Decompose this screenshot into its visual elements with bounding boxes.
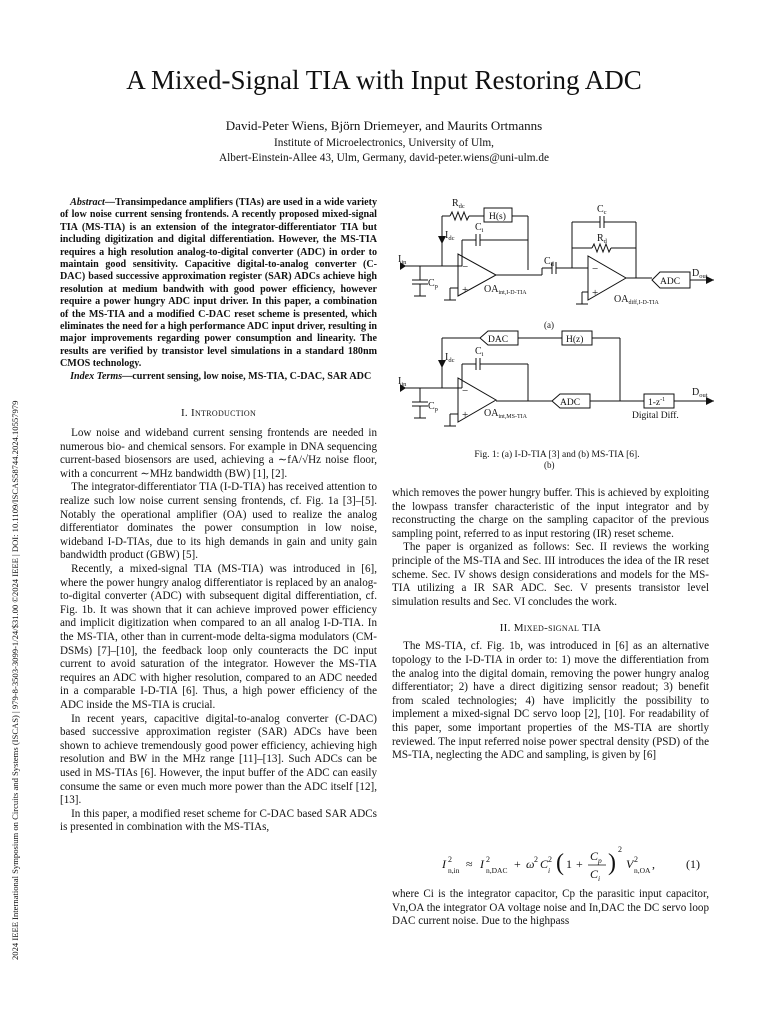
label-iin-a: $I_{in}$ [398,254,407,266]
equation-1 [438,840,712,886]
label-hs: H(s) [489,212,506,222]
svg-text:): ) [608,850,616,876]
svg-text:C: C [590,849,599,863]
svg-text:≈: ≈ [466,857,473,871]
svg-text:+: + [576,857,583,871]
index-terms-label: Index Terms [70,370,123,382]
affiliation-line-2: Albert-Einstein-Allee 43, Ulm, Germany, david-peter.wiens@uni-ulm.de [219,152,549,164]
label-adc-b: ADC [560,398,581,408]
label-oa-int-idtia: $OA_{int,I-D-TIA}$ [484,284,527,296]
right-paragraph-1: which removes the power hungry buffer. This is achieved by exploiting the lowpass transfer characteristic of the input integrator and by reconstructing the charge on the sampling capacitor of the previous sampling point, referred to as input restoring (IR) reset scheme. [392,487,709,540]
label-cp-b: $C_p$ [428,401,438,413]
svg-text:,: , [652,857,655,871]
svg-text:ω: ω [526,857,535,871]
abstract-label: Abstract [70,197,105,208]
label-dout-a: $D_{out}$ [692,268,708,280]
figure-label-a: (a) [544,320,554,330]
svg-text:2: 2 [448,855,452,864]
svg-text:V: V [626,857,634,871]
figure-label-b: (b) [544,460,555,470]
label-cd: $C_d$ [544,256,554,268]
label-dout-b: $D_{out}$ [692,387,708,399]
label-cp-a: $C_p$ [428,278,438,290]
svg-text:n,OA: n,OA [634,866,651,875]
index-terms-text: —current sensing, low noise, MS-TIA, C-DAC, SAR ADC [122,370,372,382]
equation-number: (1) [686,857,700,871]
right-paragraph-2: The paper is organized as follows: Sec. II reviews the working principle of the MS-TIA and Sec. III introduces the idea of the IR reset scheme. Sec. IV shows design considerations and models for the MS-TIA utilizing a IR SAR ADC. Sec. V presents transistor level simulation results and Sec. VI concludes the work. [392,541,709,608]
label-dac: DAC [488,335,509,345]
label-hz: H(z) [566,335,584,345]
label-idc-a: $I_{dc}$ [445,230,455,242]
figure-1-caption: Fig. 1: (a) I-D-TIA [3] and (b) MS-TIA [6]. [474,450,640,460]
intro-paragraph-2: The integrator-differentiator TIA (I-D-TIA) has received attention to realize such low noise current sensing frontends, cf. Fig. 1a [3]–[5]. Notably the operational amplifier (OA) used to realize the analog differentiator dominates the power consumption in low noise, wideband I-D-TIAs, due to its high demands in gain and unity gain bandwidth product (GBW) [5]. [60,481,377,562]
label-ci-b: $C_i$ [475,346,484,358]
svg-text:n,in: n,in [448,866,460,875]
svg-text:2: 2 [634,855,638,864]
svg-text:I: I [442,857,446,871]
svg-text:p: p [598,856,602,865]
label-oa-diff-idtia: $OA_{diff,I-D-TIA}$ [614,294,659,306]
label-rdc: $R_{dc}$ [452,198,465,210]
label-minus-b: − [462,385,469,397]
figure-1-schematics [392,196,722,476]
abstract [60,197,377,383]
svg-text:2: 2 [486,855,490,864]
section-2-paragraph-2: where Ci is the integrator capacitor, Cp the parasitic input capacitor, Vn,OA the integrator OA voltage noise and In,DAC the DC servo loop DAC current noise. Due to the highpass [392,888,709,928]
svg-text:2: 2 [618,845,622,854]
label-digital-diff: Digital Diff. [632,411,679,421]
label-adc-a: ADC [660,277,681,287]
right-column [392,487,709,763]
label-plus-b: + [462,409,469,421]
intro-paragraph-3: Recently, a mixed-signal TIA (MS-TIA) was introduced in [6], where the power hungry analog differentiator is replaced by an analog-to-digital converter (ADC) with subsequent digital differentiation, cf. Fig. 1b. It was shown that it can achieve improved power efficiency and implicit digitization when compared to an all analog I-D-TIA. In the MS-TIA, other than in current-mode delta-sigma modulators (CM-DSMs) [7]–[10], the feedback loop only counteracts the DC input current to avoid saturation of the integrator. However the MS-TIA requires an ADC with higher resolution, compared to an ADC needed in a comparable I-D-TIA [6]. Thus, a high power efficiency of the ADC inside the MS-TIA is crucial. [60,563,377,711]
section-1-heading: I. Introduction [180,407,257,420]
svg-text:I: I [480,857,484,871]
affiliation-line-1: Institute of Microelectronics, University of Ulm, [274,137,494,149]
svg-text:i: i [598,874,601,883]
section-2-heading: II. Mixed-signal TIA [499,622,602,635]
svg-text:C: C [540,857,549,871]
label-ci-a: $C_i$ [475,222,484,234]
svg-text:2: 2 [534,855,538,864]
label-cc: $C_c$ [597,204,607,216]
left-column [60,197,377,835]
intro-paragraph-1: Low noise and wideband current sensing frontends are needed in numerous bio- and chemical sensors. For example in DNA sequencing current-based biosensors are used, achieving a ∼fA/√Hz noise floor, with a concurrent ∼MHz bandwidth (BW) [1], [2]. [60,427,377,480]
svg-text:(: ( [556,850,564,876]
label-idc-b: $I_{dc}$ [445,352,455,364]
svg-text:n,DAC: n,DAC [486,866,508,875]
doi-sidebar: 2024 IEEE International Symposium on Circuits and Systems (ISCAS) | 979-8-3503-3099-1/24/$31.00 ©2024 IEEE | DOI: 10.1109/ISCAS58744.2024.10557979 [10,400,20,960]
paper-title: A Mixed-Signal TIA with Input Restoring ADC [126,65,642,95]
label-iin-b: $I_{in}$ [398,376,407,388]
label-plus-a1: + [462,284,469,296]
right-column-continued [392,888,709,929]
section-2-paragraph-1: The MS-TIA, cf. Fig. 1b, was introduced in [6] as an alternative topology to the I-D-TIA in order to: 1) move the differentiation from the analog into the digital domain, removing the power hungry analog differentiator; 2) have a direct digitizing sensor readout; 3) benefit from scaled technologies; 4) have implicitly the possibility to implement a mixed-signal DC servo loop [2], [10]. For readability of this paper, some important properties of the MS-TIA are shortly reviewed. The input referred noise power spectral density (PSD) of the MS-TIA, neglecting the ADC and sampling, is given by [6] [392,640,709,762]
label-oa-int-mstia: $OA_{int,MS-TIA}$ [484,408,527,420]
label-rd: $R_d$ [597,233,607,245]
svg-text:+: + [514,857,521,871]
svg-text:C: C [590,867,599,881]
abstract-text: —Transimpedance amplifiers (TIAs) are used in a wide variety of low noise current sensing frontends. A recently proposed mixed-signal TIA (MS-TIA) is an extension of the integrator-differentiator TIA but including digitization and digital differentiation. However, the MS-TIA requires a high resolution analog-to-digital converter (ADC) in order to maintain good sensitivity. Capacitive digital-to-analog converter (C-DAC) based successive approximation register (SAR) ADCs achieve high resolution at medium bandwith with good power efficiency, however require a power hungry ADC input driver. In this paper, a combination of the MS-TIA and a modified C-DAC reset scheme is presented, which eliminates the need for a high performance ADC input driver, resulting in major improvements regarding power consumption and linearity. The results are verified by transistor level simulations in a standard 180nm CMOS technology. [60,197,377,370]
intro-paragraph-5: In this paper, a modified reset scheme for C-DAC based SAR ADCs is presented in combination with the MS-TIAs, [60,807,377,834]
label-plus-a2: + [592,287,599,299]
label-minus-a1: − [462,261,469,273]
svg-text:1: 1 [566,857,572,871]
svg-text:i: i [548,866,551,875]
author-list: David-Peter Wiens, Björn Driemeyer, and Maurits Ortmanns [225,118,543,133]
svg-text:2: 2 [548,855,552,864]
intro-paragraph-4: In recent years, capacitive digital-to-analog converter (C-DAC) based successive approximation register (SAR) ADCs have been shown to achieve tremendously good power efficiency, achieving high resolution and BW in the MHz range [11]–[13]. Such ADCs can be used in MS-TIAs [6]. However, the input buffer of the ADC can easily consume the same or even much more power than the ADC itself [12], [13]. [60,712,377,807]
label-zinv: $1-z^{-1}$ [648,397,666,408]
label-minus-a2: − [592,263,599,275]
